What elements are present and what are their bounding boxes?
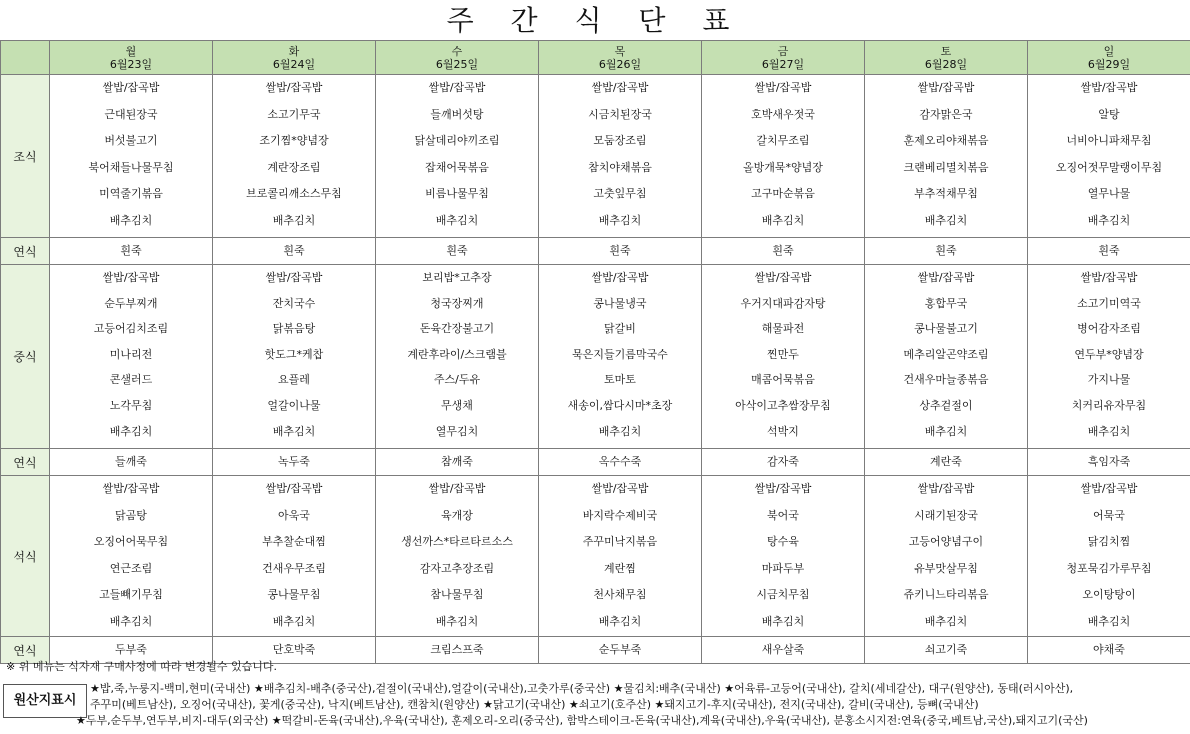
origin-line: ★두부,순두부,연두부,비지-대두(외국산) ★떡갈비-돈육(국내산),우육(국내산), 훈제오리-오리(중국산), 함박스테이크-돈육(국내산),계육(국내산),우육(국내산), 분홍소시지전:연육(중국,베트남,국산),돼지고기(국산)	[76, 714, 1088, 727]
menu-item: 메추리알곤약조림	[903, 347, 989, 361]
day-header-row	[1, 41, 1190, 75]
day-date: 6월28일	[924, 57, 968, 71]
menu-item: 부추찰순대찜	[262, 535, 326, 549]
menu-item: 계란장조림	[267, 160, 321, 174]
menu-item-list	[376, 476, 538, 636]
menu-item: 브로콜리깨소스무침	[246, 187, 342, 201]
menu-item: 건새우무조림	[262, 561, 326, 575]
menu-item: 닭김치찜	[1087, 535, 1131, 549]
menu-item: 호박새우젓국	[751, 107, 815, 121]
menu-item-list	[865, 75, 1027, 235]
menu-item: 바지락수제비국	[582, 508, 658, 522]
page-title: 주 간 식 단 표	[446, 4, 744, 37]
day-date: 6월26일	[598, 57, 642, 71]
menu-item-list	[213, 476, 375, 636]
menu-cell	[1028, 449, 1190, 476]
menu-item: 잔치국수	[272, 296, 316, 310]
menu-item-list	[1028, 265, 1190, 444]
menu-item: 우거지대파감자탕	[740, 296, 826, 310]
menu-cell	[376, 75, 539, 238]
origin-line: ★밥,죽,누룽지-백미,현미(국내산) ★배추김치-배추(중국산),겉절이(국내산),얼갈이(국내산),고춧가루(중국산) ★물김치:배추(국내산) ★어육류-고등어(국내산), 갈치(세네갈산), 대구(원양산), 동태(러시아산),	[90, 682, 1074, 695]
menu-cell	[213, 238, 376, 265]
corner-cell	[1, 41, 50, 75]
menu-item: 주스/두유	[433, 373, 481, 387]
menu-item: 고구마순볶음	[751, 187, 815, 201]
menu-item: 조기찜*양념장	[259, 134, 329, 148]
day-date: 6월23일	[109, 57, 153, 71]
porridge-item: 옥수수죽	[598, 455, 642, 468]
day-name: 일	[1103, 44, 1115, 58]
menu-cell	[702, 265, 865, 449]
menu-cell	[539, 637, 702, 664]
menu-item: 쌀밥/잡곡밥	[917, 81, 975, 94]
menu-item: 너비아니파채무침	[1066, 134, 1152, 148]
menu-item: 콘샐러드	[109, 373, 153, 387]
day-header	[865, 41, 1028, 75]
menu-item-list	[50, 476, 212, 636]
menu-item: 핫도그*케찹	[264, 347, 324, 361]
menu-cell	[376, 476, 539, 637]
menu-item: 닭볶음탕	[272, 322, 316, 336]
menu-item-list	[539, 75, 701, 235]
menu-item: 해물파전	[761, 322, 805, 336]
menu-cell	[865, 238, 1028, 265]
menu-item: 청국장찌개	[430, 296, 484, 310]
menu-item: 콩나물무침	[267, 588, 321, 602]
menu-item-list	[376, 265, 538, 444]
day-header	[376, 41, 539, 75]
porridge-item: 흰죽	[772, 244, 794, 257]
day-header	[1028, 41, 1190, 75]
menu-item: 쌀밥/잡곡밥	[591, 81, 649, 94]
porridge-item: 흰죽	[609, 244, 631, 257]
day-date: 6월29일	[1087, 57, 1131, 71]
change-notice: ※ 위 메뉴는 식자재 구매사정에 따라 변경될수 있습니다.	[6, 660, 277, 673]
porridge-item: 쇠고기죽	[924, 643, 968, 656]
menu-item: 닭곰탕	[115, 508, 147, 522]
menu-item: 시래기된장국	[914, 508, 978, 522]
meal-label: 연식	[1, 238, 50, 265]
menu-item: 쌀밥/잡곡밥	[102, 81, 160, 94]
menu-item: 쌀밥/잡곡밥	[1080, 271, 1138, 284]
menu-cell	[50, 238, 213, 265]
menu-item: 배추김치	[435, 213, 479, 227]
menu-item: 쌀밥/잡곡밥	[428, 81, 486, 94]
porridge-item: 야채죽	[1093, 643, 1125, 656]
menu-item: 치커리유자무침	[1071, 398, 1147, 412]
menu-item: 쌀밥/잡곡밥	[917, 482, 975, 495]
meal-label: 석식	[1, 476, 50, 637]
origin-label: 원산지표시	[3, 684, 87, 718]
menu-item: 쌀밥/잡곡밥	[917, 271, 975, 284]
menu-item-list	[702, 75, 864, 235]
menu-item: 갈치무조림	[756, 134, 810, 148]
menu-item: 무생채	[441, 398, 473, 412]
menu-cell	[50, 75, 213, 238]
menu-item: 비름나물무침	[425, 187, 489, 201]
menu-item: 훈제오리야채볶음	[903, 134, 989, 148]
menu-item: 배추김치	[272, 614, 316, 628]
weekly-menu-table	[0, 40, 1190, 664]
menu-item: 닭살데리야끼조림	[414, 134, 500, 148]
menu-cell	[865, 449, 1028, 476]
menu-item: 찐만두	[767, 347, 799, 361]
menu-item: 배추김치	[761, 614, 805, 628]
menu-item: 주꾸미낙지볶음	[582, 535, 658, 549]
menu-item: 쌀밥/잡곡밥	[754, 482, 812, 495]
menu-item-list	[865, 265, 1027, 444]
day-date: 6월25일	[435, 57, 479, 71]
menu-item-list	[50, 75, 212, 235]
menu-item: 배추김치	[924, 424, 968, 438]
meal-row-dinner	[1, 476, 1190, 637]
menu-item: 새송이,쌈다시마*초장	[567, 398, 673, 412]
menu-item: 쌀밥/잡곡밥	[1080, 482, 1138, 495]
menu-item: 배추김치	[435, 614, 479, 628]
menu-item: 배추김치	[924, 614, 968, 628]
meal-label: 연식	[1, 449, 50, 476]
meal-label: 중식	[1, 265, 50, 449]
menu-item-list	[1028, 476, 1190, 636]
menu-item: 북어채들나물무침	[88, 160, 174, 174]
menu-item: 쌀밥/잡곡밥	[754, 271, 812, 284]
menu-cell	[1028, 265, 1190, 449]
menu-item: 탕수육	[767, 535, 799, 549]
menu-item: 시금치무침	[756, 588, 810, 602]
menu-item: 쌀밥/잡곡밥	[102, 482, 160, 495]
day-header	[213, 41, 376, 75]
origin-line: 주꾸미(베트남산), 오징어(국내산), 꽃게(중국산), 낙지(베트남산), 캔참치(원양산) ★닭고기(국내산) ★쇠고기(호주산) ★돼지고기-후지(국내산), 전지(국내산), 갈비(국내산), 등뼈(국내산)	[90, 698, 979, 711]
menu-item: 배추김치	[109, 614, 153, 628]
menu-item: 쌀밥/잡곡밥	[265, 271, 323, 284]
menu-item: 건새우마늘종볶음	[903, 373, 989, 387]
menu-item: 배추김치	[598, 424, 642, 438]
menu-item: 석박지	[767, 424, 799, 438]
meal-row-snack1	[1, 238, 1190, 265]
menu-item: 모둠장조림	[593, 134, 647, 148]
menu-item: 마파두부	[761, 561, 805, 575]
menu-item: 오이탕탕이	[1082, 588, 1136, 602]
menu-item: 미나리전	[109, 347, 153, 361]
menu-item: 연근조림	[109, 561, 153, 575]
menu-cell	[865, 75, 1028, 238]
menu-item: 고춧잎무침	[593, 187, 647, 201]
menu-item: 연두부*양념장	[1074, 347, 1144, 361]
menu-cell	[213, 265, 376, 449]
menu-cell	[865, 637, 1028, 664]
day-header	[50, 41, 213, 75]
menu-item: 미역줄기볶음	[99, 187, 163, 201]
menu-item: 들깨버섯탕	[430, 107, 484, 121]
menu-item-list	[50, 265, 212, 444]
menu-cell	[376, 265, 539, 449]
menu-item: 소고기무국	[267, 107, 321, 121]
porridge-item: 계란죽	[930, 455, 962, 468]
day-name: 토	[940, 44, 952, 58]
menu-cell	[539, 476, 702, 637]
menu-item: 홍합무국	[924, 296, 968, 310]
menu-item: 감자고추장조림	[419, 561, 495, 575]
menu-item: 감자맑은국	[919, 107, 973, 121]
day-name: 화	[288, 44, 300, 58]
menu-item: 요플레	[278, 373, 310, 387]
porridge-item: 크림스프죽	[430, 643, 484, 656]
menu-cell	[539, 265, 702, 449]
menu-cell	[702, 476, 865, 637]
menu-cell	[702, 238, 865, 265]
menu-item: 북어국	[767, 508, 799, 522]
day-name: 월	[125, 44, 137, 58]
menu-item: 오징어젓무말랭이무침	[1055, 160, 1163, 174]
day-header	[539, 41, 702, 75]
menu-item: 쌀밥/잡곡밥	[754, 81, 812, 94]
menu-item: 닭갈비	[604, 322, 636, 336]
menu-item: 배추김치	[598, 614, 642, 628]
menu-item: 육개장	[441, 508, 473, 522]
porridge-item: 새우살죽	[761, 643, 805, 656]
menu-item: 쌀밥/잡곡밥	[265, 482, 323, 495]
menu-item-list	[1028, 75, 1190, 235]
menu-item: 콩나물불고기	[914, 322, 978, 336]
menu-item-list	[865, 476, 1027, 636]
menu-item: 쌀밥/잡곡밥	[591, 271, 649, 284]
menu-cell	[50, 476, 213, 637]
menu-item: 얼갈이나물	[267, 398, 321, 412]
day-name: 금	[777, 44, 789, 58]
menu-cell	[50, 265, 213, 449]
menu-item: 올방개묵*양념장	[743, 160, 823, 174]
menu-item: 열무나물	[1087, 187, 1131, 201]
menu-item: 어묵국	[1093, 508, 1125, 522]
menu-cell	[213, 476, 376, 637]
menu-item-list	[539, 476, 701, 636]
menu-cell	[702, 637, 865, 664]
menu-cell	[376, 238, 539, 265]
menu-cell	[50, 449, 213, 476]
menu-item: 천사채무침	[593, 588, 647, 602]
menu-item: 열무김치	[435, 424, 479, 438]
menu-item: 돈육간장불고기	[419, 322, 495, 336]
day-header	[702, 41, 865, 75]
menu-item: 순두부찌개	[104, 296, 158, 310]
menu-item: 생선까스*타르타르소스	[401, 535, 513, 549]
menu-item-list	[702, 476, 864, 636]
day-name: 목	[614, 44, 626, 58]
porridge-item: 흰죽	[446, 244, 468, 257]
menu-item: 고들빼기무침	[99, 588, 163, 602]
menu-cell	[213, 449, 376, 476]
porridge-item: 들깨죽	[115, 455, 147, 468]
menu-cell	[1028, 476, 1190, 637]
menu-item: 소고기미역국	[1077, 296, 1141, 310]
menu-item: 쌀밥/잡곡밥	[1080, 81, 1138, 94]
menu-cell	[539, 449, 702, 476]
meal-row-breakfast	[1, 75, 1190, 238]
menu-item: 배추김치	[1087, 614, 1131, 628]
menu-item: 배추김치	[109, 213, 153, 227]
menu-cell	[1028, 238, 1190, 265]
menu-item-list	[539, 265, 701, 444]
menu-item: 아욱국	[278, 508, 310, 522]
porridge-item: 감자죽	[767, 455, 799, 468]
menu-item: 배추김치	[761, 213, 805, 227]
day-name: 수	[451, 44, 463, 58]
menu-item: 청포묵김가루무침	[1066, 561, 1152, 575]
menu-item: 고등어김치조림	[93, 322, 169, 336]
meal-label: 연식	[1, 637, 50, 664]
menu-item: 고등어양념구이	[908, 535, 984, 549]
menu-item: 콩나물냉국	[593, 296, 647, 310]
menu-item: 묵은지들기름막국수	[572, 347, 668, 361]
menu-cell	[213, 75, 376, 238]
menu-item: 참나물무침	[430, 588, 484, 602]
porridge-item: 흰죽	[1098, 244, 1120, 257]
menu-item: 보리밥*고추장	[422, 271, 492, 284]
menu-item: 배추김치	[1087, 213, 1131, 227]
porridge-item: 순두부죽	[598, 643, 642, 656]
menu-cell	[1028, 637, 1190, 664]
menu-item: 배추김치	[1087, 424, 1131, 438]
menu-item: 노각무침	[109, 398, 153, 412]
meal-row-lunch	[1, 265, 1190, 449]
menu-item-list	[213, 75, 375, 235]
day-date: 6월24일	[272, 57, 316, 71]
porridge-item: 녹두죽	[278, 455, 310, 468]
menu-item: 버섯불고기	[104, 134, 158, 148]
menu-item: 오징어어묵무침	[93, 535, 169, 549]
menu-item: 매콤어묵볶음	[751, 373, 815, 387]
porridge-item: 흑임자죽	[1087, 455, 1131, 468]
porridge-item: 두부죽	[115, 643, 147, 656]
menu-item: 시금치된장국	[588, 107, 652, 121]
menu-item: 계란찜	[604, 561, 636, 575]
porridge-item: 흰죽	[120, 244, 142, 257]
menu-item: 참치야채볶음	[588, 160, 652, 174]
porridge-item: 참깨죽	[441, 455, 473, 468]
meal-row-snack2	[1, 449, 1190, 476]
menu-item: 크랜베리멸치볶음	[903, 160, 989, 174]
menu-item: 쌀밥/잡곡밥	[102, 271, 160, 284]
menu-item: 배추김치	[272, 424, 316, 438]
menu-cell	[865, 265, 1028, 449]
menu-item: 배추김치	[272, 213, 316, 227]
menu-cell	[539, 238, 702, 265]
menu-item: 병어감자조림	[1077, 322, 1141, 336]
menu-item: 배추김치	[598, 213, 642, 227]
porridge-item: 흰죽	[935, 244, 957, 257]
menu-item: 쌀밥/잡곡밥	[591, 482, 649, 495]
menu-cell	[1028, 75, 1190, 238]
menu-item-list	[213, 265, 375, 444]
menu-item: 쥬키니느타리볶음	[903, 588, 989, 602]
menu-item: 쌀밥/잡곡밥	[265, 81, 323, 94]
day-date: 6월27일	[761, 57, 805, 71]
menu-item-list	[376, 75, 538, 235]
menu-cell	[376, 637, 539, 664]
menu-cell	[865, 476, 1028, 637]
menu-item: 배추김치	[109, 424, 153, 438]
menu-item: 계란후라이/스크램블	[407, 347, 507, 361]
menu-item: 유부맛살무침	[914, 561, 978, 575]
menu-item: 근대된장국	[104, 107, 158, 121]
menu-item-list	[702, 265, 864, 444]
menu-cell	[702, 449, 865, 476]
meal-label: 조식	[1, 75, 50, 238]
porridge-item: 흰죽	[283, 244, 305, 257]
menu-item: 상추겉절이	[919, 398, 973, 412]
menu-item: 알탕	[1098, 107, 1120, 121]
menu-item: 쌀밥/잡곡밥	[428, 482, 486, 495]
menu-item: 배추김치	[924, 213, 968, 227]
menu-cell	[376, 449, 539, 476]
menu-item: 토마토	[604, 373, 636, 387]
porridge-item: 단호박죽	[272, 643, 316, 656]
menu-item: 아삭이고추쌈장무침	[735, 398, 831, 412]
menu-item: 가지나물	[1087, 373, 1131, 387]
menu-cell	[702, 75, 865, 238]
menu-item: 부추적채무침	[914, 187, 978, 201]
menu-cell	[539, 75, 702, 238]
menu-item: 잡채어묵볶음	[425, 160, 489, 174]
